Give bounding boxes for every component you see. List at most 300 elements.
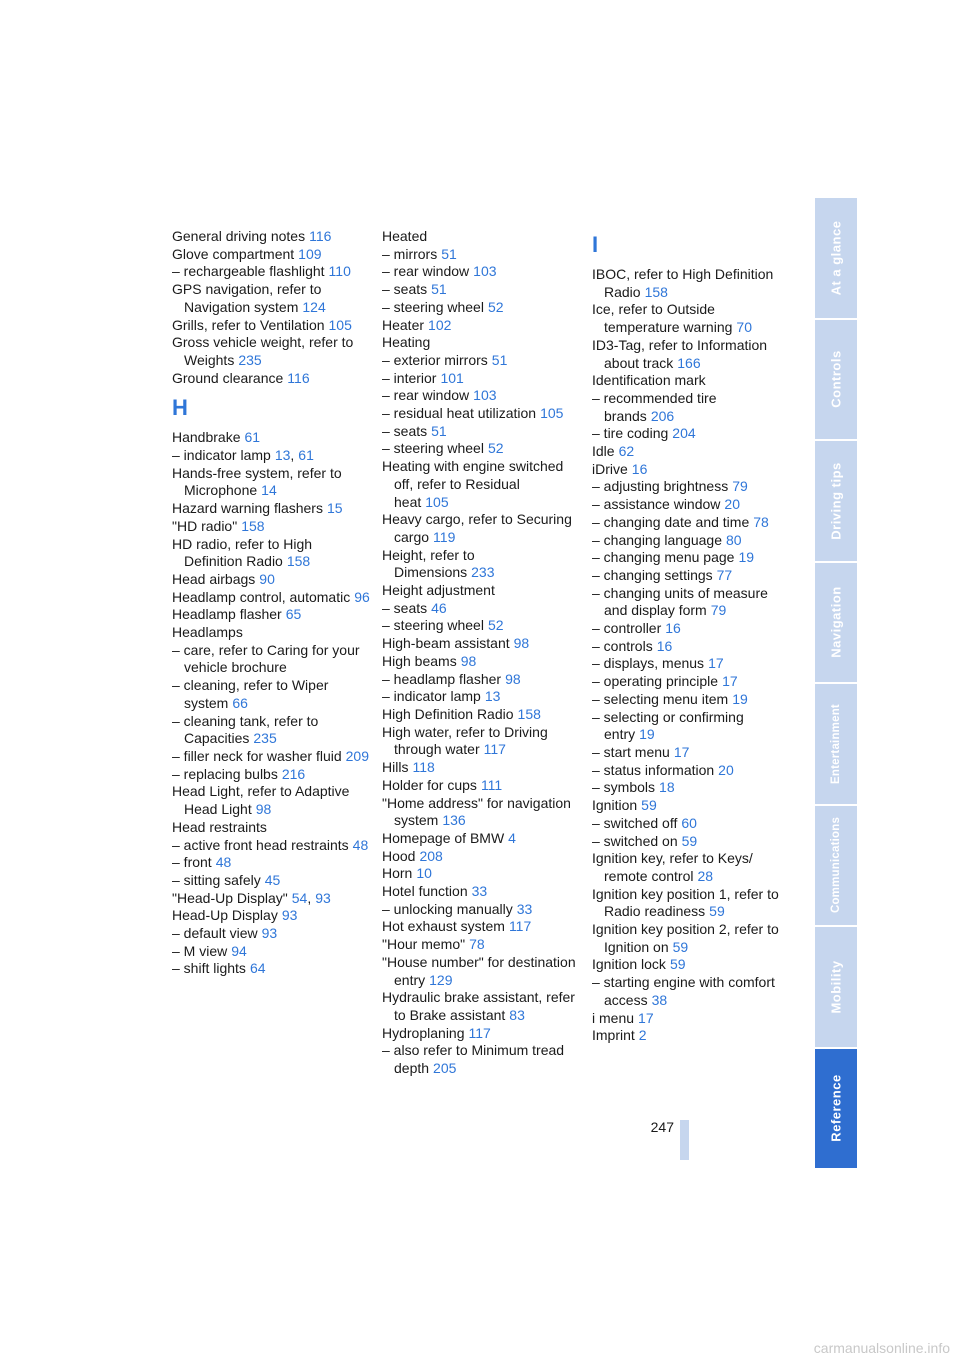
page-reference-link[interactable]: 38 xyxy=(651,991,668,1008)
index-entry xyxy=(592,1027,782,1045)
index-entry-text: Headlamp control, automatic xyxy=(172,588,351,605)
page-reference-link[interactable]: 206 xyxy=(650,407,675,424)
index-entry xyxy=(382,617,577,635)
index-entry-text: – active front head restraints xyxy=(172,836,349,853)
index-entry-text: – steering wheel xyxy=(382,617,484,634)
page-reference-link[interactable]: 116 xyxy=(309,228,332,244)
index-entry-text: Identification mark xyxy=(592,372,706,389)
page-reference-link[interactable]: 110 xyxy=(328,263,351,280)
index-entry-text: – recommended tire brands xyxy=(592,389,717,424)
index-entry xyxy=(592,425,782,443)
section-tab-communications[interactable] xyxy=(815,806,857,926)
page-reference-link[interactable]: 79 xyxy=(732,478,748,495)
index-entry xyxy=(172,837,372,855)
page-reference-link[interactable]: 98 xyxy=(505,670,521,687)
index-entry xyxy=(172,500,372,518)
index-entry-text: – cleaning, refer to Wiper system xyxy=(172,677,329,711)
index-entry-text: – filler neck for washer fluid xyxy=(172,747,342,764)
index-entry-text: – displays, menus xyxy=(592,655,705,672)
index-entry-text: "Hour memo" xyxy=(382,936,466,953)
page-reference-link[interactable]: 116 xyxy=(287,369,310,386)
index-entry xyxy=(172,907,372,925)
index-entry xyxy=(592,956,782,974)
index-entry xyxy=(592,567,782,585)
index-entry-text: Heating with engine switched off, refer to Residual heat xyxy=(382,458,564,510)
page-reference-link[interactable]: 98 xyxy=(460,652,477,669)
page-reference-link[interactable]: 101 xyxy=(440,369,464,386)
index-entry-text: – residual heat utilization xyxy=(382,405,537,422)
index-entry xyxy=(172,518,372,536)
index-entry xyxy=(592,301,782,336)
index-entry-text: Homepage of BMW xyxy=(382,829,505,846)
page-reference-link[interactable]: 16 xyxy=(631,460,648,477)
page-reference-link[interactable]: 70 xyxy=(736,319,752,336)
page-reference-link[interactable]: 96 xyxy=(354,588,370,605)
index-entry-text: Ignition lock xyxy=(592,956,666,973)
index-entry xyxy=(592,461,782,479)
index-entry xyxy=(382,370,577,388)
page-reference-link[interactable]: 61 xyxy=(298,447,314,464)
index-entry-text: – steering wheel xyxy=(382,440,484,457)
index-entry xyxy=(592,655,782,673)
index-entry-text: Ignition key, refer to Keys/ remote control xyxy=(592,850,753,884)
index-entry-text: High Definition Radio xyxy=(382,705,514,722)
index-entry xyxy=(592,673,782,691)
index-entry xyxy=(592,886,782,921)
index-entry-text: – symbols xyxy=(592,779,656,796)
index-entry xyxy=(172,925,372,943)
index-entry-text: Imprint xyxy=(592,1027,635,1044)
page-reference-link[interactable]: 17 xyxy=(722,673,738,690)
index-entry-text: i menu xyxy=(592,1009,635,1026)
index-entry xyxy=(172,960,372,978)
page-reference-link[interactable]: 17 xyxy=(638,1009,654,1026)
index-entry xyxy=(382,334,577,352)
page-reference-link[interactable]: 98 xyxy=(513,635,530,652)
section-tab-label: Reference xyxy=(828,1074,844,1142)
page-reference-link[interactable]: 103 xyxy=(473,387,497,404)
page-reference-link[interactable]: 46 xyxy=(431,599,447,616)
index-entry xyxy=(382,263,577,281)
index-entry-text: – indicator lamp xyxy=(172,447,271,464)
index-entry-text: Headlamps xyxy=(172,624,243,641)
index-entry xyxy=(172,589,372,607)
index-entry xyxy=(592,762,782,780)
watermark: carmanualsonline.info xyxy=(813,1340,950,1356)
index-entry-text: Glove compartment xyxy=(172,245,295,262)
index-entry xyxy=(382,635,577,653)
page-reference-link[interactable]: 59 xyxy=(641,797,657,814)
page-reference-link[interactable]: 20 xyxy=(724,496,740,513)
index-entry-text: Heated xyxy=(382,228,428,244)
index-entry-text: – changing settings xyxy=(592,566,713,583)
index-entry xyxy=(382,706,577,724)
index-entry-text: Hills xyxy=(382,759,409,776)
page-reference-link[interactable]: 51 xyxy=(431,281,447,298)
index-entry xyxy=(592,532,782,550)
index-entry-text: Handbrake xyxy=(172,429,241,446)
index-entry xyxy=(382,759,577,777)
index-entry-text: Height adjustment xyxy=(382,582,495,599)
page-reference-link[interactable]: 235 xyxy=(253,730,277,747)
page-reference-link[interactable]: 19 xyxy=(639,726,655,743)
page-reference-link[interactable]: 216 xyxy=(281,765,306,782)
index-entry xyxy=(592,921,782,956)
index-entry-text: – changing date and time xyxy=(592,513,750,530)
section-tab-driving-tips[interactable] xyxy=(815,441,857,561)
index-entry-text: – sitting safely xyxy=(172,871,261,888)
index-entry xyxy=(382,1042,577,1077)
index-entry xyxy=(382,511,577,546)
index-entry-text: Heating xyxy=(382,334,431,351)
section-tab-label: Driving tips xyxy=(828,461,844,540)
page-reference-link[interactable]: 28 xyxy=(697,867,714,884)
page-reference-link[interactable]: 204 xyxy=(672,425,696,442)
index-entry-text: – M view xyxy=(172,942,228,959)
page-reference-link[interactable]: 117 xyxy=(468,1024,491,1041)
section-tab-navigation[interactable] xyxy=(815,563,857,683)
page-reference-link[interactable]: 109 xyxy=(298,245,322,262)
index-entry-text: – default view xyxy=(172,925,258,942)
index-entry-text: – headlamp flasher xyxy=(382,670,502,687)
index-entry xyxy=(172,536,372,571)
section-tab-controls[interactable] xyxy=(815,320,857,440)
page-reference-link[interactable]: 93 xyxy=(261,925,278,942)
page-reference-link[interactable]: 64 xyxy=(249,960,266,977)
index-entry-text: Heavy cargo, refer to Securing cargo xyxy=(382,511,572,545)
index-entry xyxy=(172,624,372,642)
index-entry xyxy=(382,1025,577,1043)
section-tab-label: Controls xyxy=(828,350,844,408)
index-entry xyxy=(382,901,577,919)
page-reference-link[interactable]: 18 xyxy=(659,779,675,796)
index-entry xyxy=(592,372,782,390)
index-entry-text: High beams xyxy=(382,652,457,669)
index-entry-text: – selecting or confirming entry xyxy=(592,708,744,743)
page-reference-link[interactable]: 17 xyxy=(673,743,690,760)
page-reference-link[interactable]: 105 xyxy=(328,316,352,333)
page-reference-link[interactable]: 205 xyxy=(433,1060,457,1077)
page-reference-link[interactable]: 158 xyxy=(286,553,311,570)
page-reference-link[interactable]: 19 xyxy=(732,690,748,707)
index-entry xyxy=(592,266,782,301)
index-entry-text: – adjusting brightness xyxy=(592,478,729,495)
index-entry xyxy=(382,671,577,689)
index-entry-text: – also refer to Minimum tread depth xyxy=(382,1042,565,1077)
index-entry-text: Ignition key position 1, refer to Radio readiness xyxy=(592,885,779,920)
index-entry-text: Headlamp flasher xyxy=(172,606,282,623)
index-entry xyxy=(382,317,577,335)
index-entry xyxy=(172,642,372,677)
page-reference-link[interactable]: 33 xyxy=(516,900,533,917)
index-entry xyxy=(592,337,782,372)
page-reference-link[interactable]: 129 xyxy=(429,971,453,988)
index-entry xyxy=(592,797,782,815)
index-entry: "Head-Up Display" 54, 93 xyxy=(172,889,331,906)
index-entry xyxy=(382,830,577,848)
index-entry xyxy=(592,585,782,620)
index-entry-text: ID3-Tag, refer to Information about track xyxy=(592,336,768,371)
index-entry-text: – rear window xyxy=(382,387,470,404)
index-entry xyxy=(382,458,577,511)
index-entry-text: "Home address" for navigation system xyxy=(382,794,571,829)
index-entry xyxy=(592,390,782,425)
index-entry-text: High water, refer to Driving through water xyxy=(382,723,548,758)
index-entry-text: High-beam assistant xyxy=(382,635,510,652)
page-reference-link[interactable]: 235 xyxy=(238,351,262,368)
index-entry xyxy=(172,228,372,246)
index-entry xyxy=(382,954,577,989)
page-reference-link[interactable]: 90 xyxy=(259,570,275,587)
index-column-2 xyxy=(382,228,577,1078)
page-reference-link[interactable]: 94 xyxy=(231,942,247,959)
page-reference-link[interactable]: 80 xyxy=(726,531,742,548)
index-entry xyxy=(382,688,577,706)
index-entry-text: – rechargeable flashlight xyxy=(172,263,325,280)
index-entry xyxy=(592,514,782,532)
page-reference-link[interactable]: 59 xyxy=(672,938,689,955)
section-tab-label: Entertainment xyxy=(830,703,842,784)
page-reference-link[interactable]: 105 xyxy=(540,405,564,422)
page-reference-link[interactable]: 136 xyxy=(442,812,466,829)
index-entry-text: – cleaning tank, refer to Capacities xyxy=(172,712,319,747)
index-entry-text: Hotel function xyxy=(382,883,468,900)
page-reference-link[interactable]: 78 xyxy=(469,936,485,953)
index-entry xyxy=(592,709,782,744)
index-entry-text: Ice, refer to Outside temperature warning xyxy=(592,301,733,336)
page-reference-link[interactable]: 52 xyxy=(487,298,504,315)
index-entry-text: – selecting menu item xyxy=(592,690,729,707)
section-tab-reference[interactable] xyxy=(815,1049,857,1169)
page-number-bar xyxy=(680,1120,689,1160)
index-entry xyxy=(592,744,782,762)
index-entry-text: – front xyxy=(172,854,212,871)
page-reference-link[interactable]: 20 xyxy=(718,761,734,778)
page-reference-link[interactable]: 166 xyxy=(677,354,701,371)
page-reference-link[interactable]: 79 xyxy=(710,602,727,619)
index-entry xyxy=(382,865,577,883)
page-reference-link[interactable]: 208 xyxy=(419,847,443,864)
page-reference-link[interactable]: 45 xyxy=(264,871,281,888)
page-reference-link[interactable]: 119 xyxy=(433,528,456,545)
index-entry xyxy=(172,713,372,748)
index-entry-text: "HD radio" xyxy=(172,517,238,534)
page-reference-link[interactable]: 117 xyxy=(508,918,532,935)
index-entry xyxy=(382,246,577,264)
index-entry xyxy=(172,334,372,369)
page-reference-link[interactable]: 103 xyxy=(473,263,497,280)
section-tab-label: Navigation xyxy=(828,586,844,658)
index-entry-text: – steering wheel xyxy=(382,298,484,315)
index-entry-text: Head Light, refer to Adaptive Head Light xyxy=(172,783,350,818)
index-entry xyxy=(172,606,372,624)
page-reference-link[interactable]: 65 xyxy=(285,606,302,623)
index-entry-text: Hydroplaning xyxy=(382,1024,465,1041)
index-entry-text: – controller xyxy=(592,620,662,637)
index-entry xyxy=(172,677,372,712)
index-entry xyxy=(382,989,577,1024)
page-reference-link[interactable]: 16 xyxy=(656,637,673,654)
index-entry-text: – seats xyxy=(382,422,428,439)
page-reference-link[interactable]: 10 xyxy=(416,865,432,882)
index-entry xyxy=(172,317,372,335)
page-reference-link[interactable]: 54 xyxy=(291,889,308,906)
page-reference-link[interactable]: 4 xyxy=(508,829,516,846)
index-entry xyxy=(382,582,577,600)
index-entry xyxy=(592,833,782,851)
index-entry-text: iDrive xyxy=(592,460,628,477)
page-reference-link[interactable]: 16 xyxy=(665,620,681,637)
index-entry-text: IBOC, refer to High Definition Radio xyxy=(592,266,774,300)
index-entry xyxy=(592,478,782,496)
index-entry xyxy=(382,848,577,866)
index-entry xyxy=(382,883,577,901)
index-entry xyxy=(382,405,577,423)
index-entry xyxy=(382,936,577,954)
index-entry-text: – controls xyxy=(592,637,653,654)
index-entry-text: – changing menu page xyxy=(592,549,735,566)
index-entry-text: Hazard warning flashers xyxy=(172,500,323,517)
index-entry xyxy=(172,943,372,961)
page-reference-link[interactable]: 52 xyxy=(487,440,504,457)
index-entry-text: Grills, refer to Ventilation xyxy=(172,316,325,333)
page-reference-link[interactable]: 66 xyxy=(232,694,248,711)
page-reference-link[interactable]: 124 xyxy=(302,298,326,315)
page-reference-link[interactable]: 61 xyxy=(244,429,261,446)
page-reference-link[interactable]: 48 xyxy=(215,854,232,871)
index-entry xyxy=(592,443,782,461)
page-reference-link[interactable]: 98 xyxy=(255,801,272,818)
page-reference-link[interactable]: 59 xyxy=(681,832,698,849)
index-entry xyxy=(592,974,782,1009)
page-reference-link[interactable]: 60 xyxy=(681,814,697,831)
index-entry-text: – care, refer to Caring for your vehicle brochure xyxy=(172,641,360,676)
page-reference-link[interactable]: 93 xyxy=(315,889,331,906)
page-reference-link[interactable]: 51 xyxy=(441,245,457,262)
page-reference-link[interactable]: 2 xyxy=(638,1027,647,1044)
index-entry xyxy=(172,872,372,890)
index-entry xyxy=(592,638,782,656)
page-reference-link[interactable]: 77 xyxy=(716,566,733,583)
page-reference-link[interactable]: 13 xyxy=(274,447,291,464)
index-entry xyxy=(382,795,577,830)
page-reference-link[interactable]: 83 xyxy=(509,1006,525,1023)
page-reference-link[interactable]: 33 xyxy=(471,883,488,900)
index-entry xyxy=(382,281,577,299)
index-entry xyxy=(172,246,372,264)
page-reference-link[interactable]: 48 xyxy=(352,836,369,853)
index-entry xyxy=(382,228,577,246)
page-reference-link[interactable]: 158 xyxy=(644,283,668,300)
section-tab-entertainment[interactable] xyxy=(815,684,857,804)
section-letter: I xyxy=(592,232,599,257)
index-entry xyxy=(382,653,577,671)
section-tabs xyxy=(815,198,857,1170)
page-reference-link[interactable]: 51 xyxy=(431,422,447,439)
index-entry xyxy=(382,724,577,759)
index-entry-text: – replacing bulbs xyxy=(172,765,278,782)
page-reference-link[interactable]: 19 xyxy=(738,549,755,566)
section-tab-label: At a glance xyxy=(828,220,844,296)
page-reference-link[interactable]: 59 xyxy=(669,956,686,973)
index-entry xyxy=(382,299,577,317)
index-entry-text: – shift lights xyxy=(172,960,246,977)
page-reference-link[interactable]: 111 xyxy=(480,776,503,793)
page-reference-link[interactable]: 105 xyxy=(425,493,449,510)
page-reference-link[interactable]: 158 xyxy=(241,517,265,534)
index-entry-text: – changing language xyxy=(592,531,723,548)
index-entry xyxy=(592,620,782,638)
index-entry-text: Holder for cups xyxy=(382,776,477,793)
index-entry-text: Ignition key position 2, refer to Ignition on xyxy=(592,921,779,955)
index-entry xyxy=(172,766,372,784)
index-entry-text: – start menu xyxy=(592,743,670,760)
page-reference-link[interactable]: 51 xyxy=(491,351,508,368)
page-reference-link[interactable]: 62 xyxy=(618,443,635,460)
index-entry-text: Ignition xyxy=(592,797,638,814)
page-reference-link[interactable]: 93 xyxy=(281,907,298,924)
index-entry-text: GPS navigation, refer to Navigation system xyxy=(172,281,322,315)
index-entry-text: Head airbags xyxy=(172,570,256,587)
index-entry-text: Head-Up Display xyxy=(172,907,278,924)
page-number: 247 xyxy=(650,1119,674,1135)
index-entry-text: Height, refer to Dimensions xyxy=(382,546,475,581)
index-entry xyxy=(382,600,577,618)
index-column-1 xyxy=(172,228,372,978)
page-reference-link[interactable]: 209 xyxy=(345,747,369,764)
index-entry-text: "Head-Up Display" xyxy=(172,889,288,906)
index-entry xyxy=(172,783,372,818)
page-reference-link[interactable]: 14 xyxy=(261,482,277,499)
page-reference-link[interactable]: 59 xyxy=(709,903,725,920)
page-reference-link[interactable]: 158 xyxy=(517,705,541,722)
page-reference-link[interactable]: 233 xyxy=(471,564,495,581)
index-entry-text: – unlocking manually xyxy=(382,900,513,917)
page-reference-link[interactable]: 52 xyxy=(487,617,504,634)
index-entry-text: – assistance window xyxy=(592,496,721,513)
index-entry xyxy=(382,440,577,458)
page-reference-link[interactable]: 117 xyxy=(483,741,506,758)
index-entry-text: – seats xyxy=(382,599,428,616)
index-entry-text: Head restraints xyxy=(172,818,267,835)
index-entry xyxy=(382,423,577,441)
index-entry-text: Horn xyxy=(382,865,413,882)
index-entry-text: Hands-free system, refer to Microphone xyxy=(172,464,342,499)
page-reference-link[interactable]: 78 xyxy=(753,513,769,530)
index-entry-text: – changing units of measure and display form xyxy=(592,584,768,619)
index-entry xyxy=(592,850,782,885)
page-reference-link[interactable]: 118 xyxy=(412,759,435,776)
page-reference-link[interactable]: 13 xyxy=(484,688,501,705)
index-entry-text: – indicator lamp xyxy=(382,688,481,705)
index-entry-text: General driving notes xyxy=(172,228,306,244)
page-reference-link[interactable]: 15 xyxy=(326,500,343,517)
index-entry-text: – switched on xyxy=(592,832,678,849)
index-entry-text: Ground clearance xyxy=(172,369,284,386)
section-tab-mobility[interactable] xyxy=(815,927,857,1047)
index-entry xyxy=(592,549,782,567)
index-entry-text: – starting engine with comfort access xyxy=(592,974,775,1008)
section-tab-at-a-glance[interactable] xyxy=(815,198,857,318)
index-entry xyxy=(172,370,372,388)
index-entry-text: Idle xyxy=(592,443,615,460)
index-entry xyxy=(172,854,372,872)
index-entry xyxy=(382,547,577,582)
page-reference-link[interactable]: 17 xyxy=(708,655,724,672)
page-reference-link[interactable]: 102 xyxy=(428,316,452,333)
index-entry-text: Hot exhaust system xyxy=(382,918,505,935)
index-entry-text: Heater xyxy=(382,316,425,333)
